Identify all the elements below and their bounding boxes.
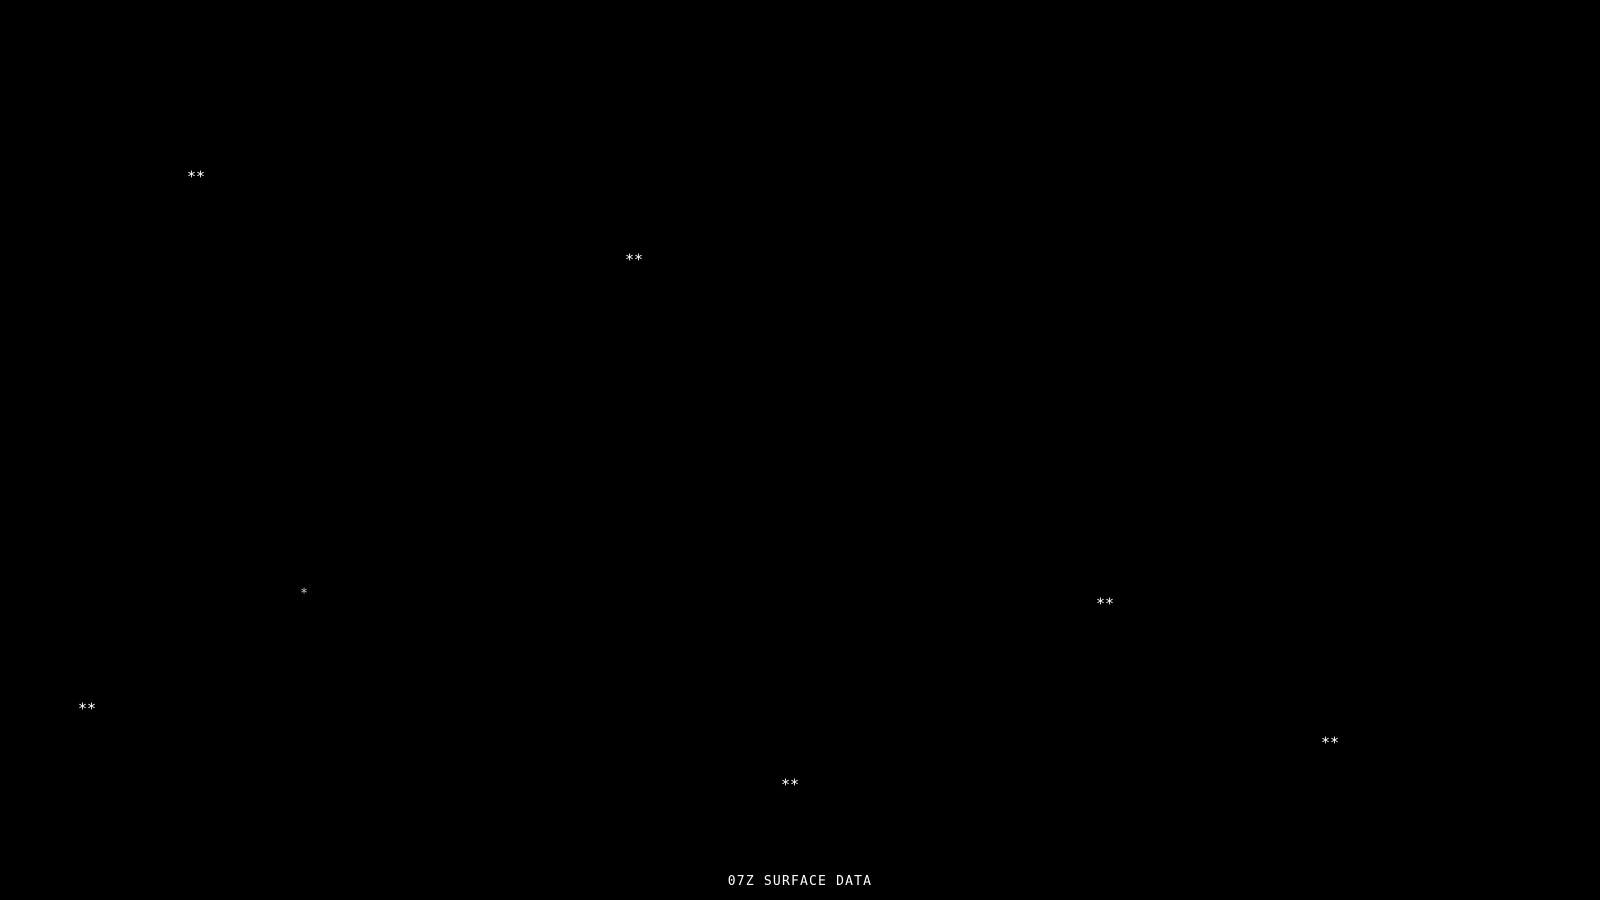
station-marker: ** bbox=[1320, 733, 1340, 752]
station-marker: ** bbox=[186, 167, 206, 186]
station-marker: ** bbox=[77, 699, 97, 718]
caption-label: 07Z SURFACE DATA bbox=[727, 874, 873, 889]
station-marker: ** bbox=[780, 775, 800, 794]
station-marker: ** bbox=[1095, 594, 1115, 613]
station-marker: ** bbox=[624, 250, 644, 269]
station-marker: * bbox=[300, 586, 308, 602]
